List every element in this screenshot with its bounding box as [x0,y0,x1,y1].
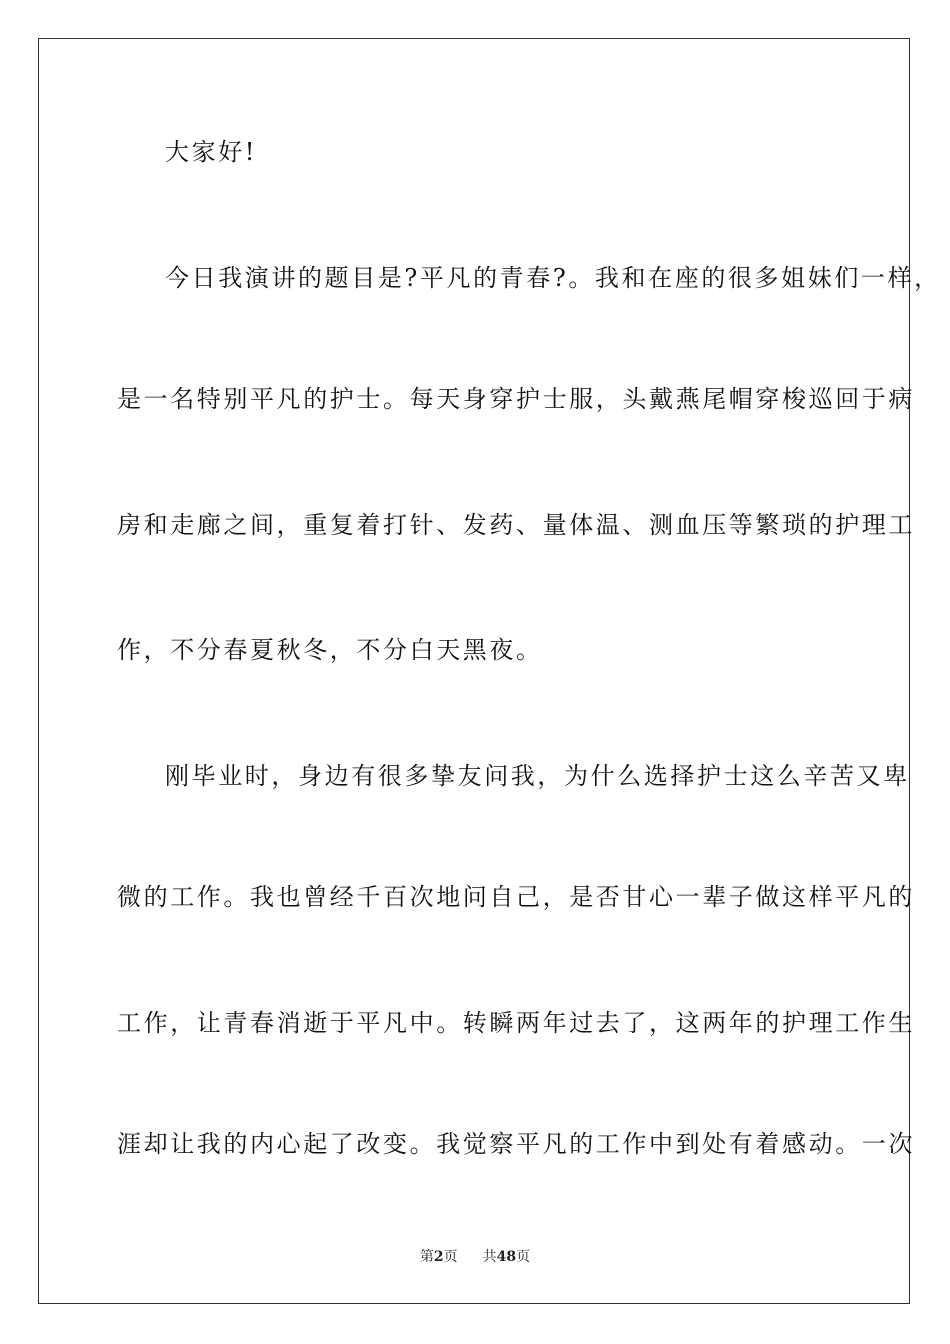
paragraph-line: 今日我演讲的题目是?平凡的青春?。我和在座的很多姐妹们一样， [165,264,941,292]
paragraph-line: 房和走廊之间，重复着打针、发药、量体温、测血压等繁琐的护理工 [117,511,915,539]
paragraph-line: 微的工作。我也曾经千百次地问自己，是否甘心一辈子做这样平凡的 [117,883,915,911]
paragraph-line: 刚毕业时，身边有很多挚友问我，为什么选择护士这么辛苦又卑 [165,762,910,790]
paragraph-line: 工作，让青春消逝于平凡中。转瞬两年过去了，这两年的护理工作生 [117,1009,915,1037]
paragraph-line: 是一名特别平凡的护士。每天身穿护士服，头戴燕尾帽穿梭巡回于病 [117,385,915,413]
page-footer [0,1246,950,1266]
page-border [38,38,910,1304]
paragraph-line: 作，不分春夏秋冬，不分白天黑夜。 [117,636,543,664]
total-pages-label: 共48页 [482,1249,531,1265]
greeting-line: 大家好! [165,138,258,166]
paragraph-line: 涯却让我的内心起了改变。我觉察平凡的工作中到处有着感动。一次 [117,1130,915,1158]
page-number-label: 第2页 [419,1249,458,1265]
